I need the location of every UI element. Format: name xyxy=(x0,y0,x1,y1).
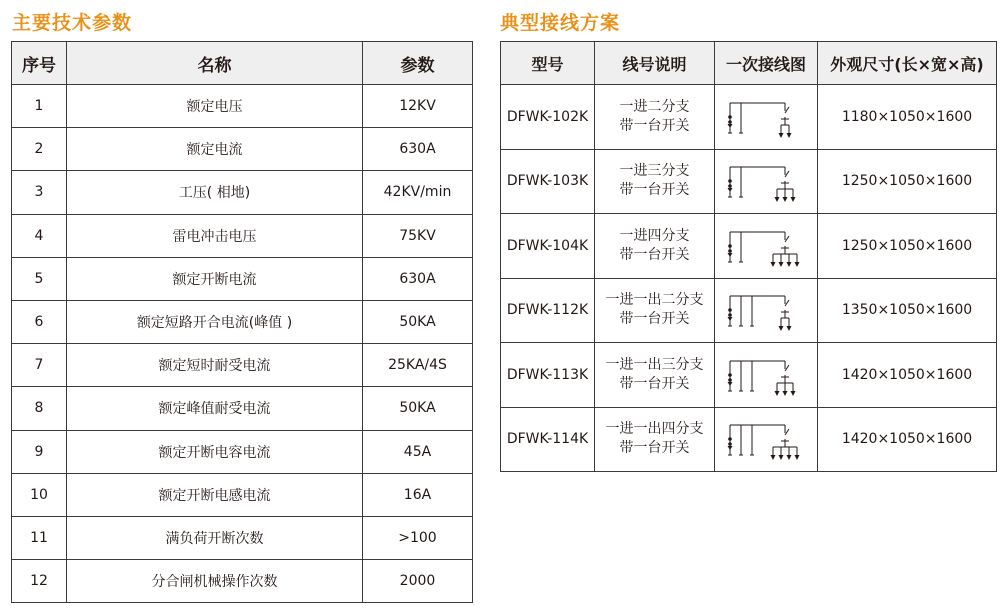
spec-row-number: 9 xyxy=(12,430,67,473)
scheme-description-line1: 一进四分支 xyxy=(619,227,690,244)
spec-row-value: 630A xyxy=(363,257,473,300)
table-row xyxy=(12,344,473,387)
spec-row-number: 5 xyxy=(12,257,67,300)
col-header-name: 名称 xyxy=(67,42,363,85)
scheme-description xyxy=(595,343,715,408)
col-header-no: 序号 xyxy=(12,42,67,85)
wiring-diagram-icon xyxy=(721,349,811,401)
spec-row-number: 3 xyxy=(12,171,67,214)
spec-row-name: 额定开断电流 xyxy=(67,257,363,300)
table-row xyxy=(501,214,997,279)
spec-row-value: 45A xyxy=(363,430,473,473)
spec-header-row xyxy=(12,42,473,85)
spec-row-name: 额定短路开合电流(峰值 ) xyxy=(67,300,363,343)
spec-row-number: 11 xyxy=(12,516,67,559)
spec-row-value: 42KV/min xyxy=(363,171,473,214)
spec-row-value: >100 xyxy=(363,516,473,559)
scheme-description-line2: 带一台开关 xyxy=(619,375,690,392)
spec-row-name: 额定短时耐受电流 xyxy=(67,344,363,387)
table-row xyxy=(501,407,997,472)
scheme-dimensions: 1250×1050×1600 xyxy=(818,149,997,214)
scheme-description-line2: 带一台开关 xyxy=(619,440,690,457)
table-row xyxy=(12,430,473,473)
spec-row-name: 额定峰值耐受电流 xyxy=(67,387,363,430)
table-row xyxy=(12,128,473,171)
scheme-description xyxy=(595,214,715,279)
table-row xyxy=(12,85,473,128)
scheme-model: DFWK-112K xyxy=(501,278,595,343)
spec-row-number: 7 xyxy=(12,344,67,387)
spec-row-number: 2 xyxy=(12,128,67,171)
wiring-diagram-cell xyxy=(715,85,818,150)
scheme-description-line2: 带一台开关 xyxy=(619,117,690,134)
wiring-diagram-icon xyxy=(721,284,811,336)
scheme-dimensions: 1420×1050×1600 xyxy=(818,407,997,472)
spec-row-value: 75KV xyxy=(363,214,473,257)
table-row xyxy=(12,257,473,300)
scheme-dimensions: 1350×1050×1600 xyxy=(818,278,997,343)
scheme-dimensions: 1250×1050×1600 xyxy=(818,214,997,279)
spec-row-number: 4 xyxy=(12,214,67,257)
wiring-diagram-cell xyxy=(715,214,818,279)
scheme-description-line1: 一进一出二分支 xyxy=(605,292,704,309)
wiring-diagram-icon xyxy=(721,220,811,272)
spec-row-value: 50KA xyxy=(363,300,473,343)
table-row xyxy=(501,343,997,408)
wiring-diagram-cell xyxy=(715,407,818,472)
scheme-model: DFWK-103K xyxy=(501,149,595,214)
wiring-diagram-icon xyxy=(721,91,811,143)
scheme-model: DFWK-113K xyxy=(501,343,595,408)
scheme-model: DFWK-102K xyxy=(501,85,595,150)
spec-row-name: 工压( 相地) xyxy=(67,171,363,214)
col-header-diagram: 一次接线图 xyxy=(715,42,818,85)
spec-row-name: 额定开断电容电流 xyxy=(67,430,363,473)
scheme-description-line2: 带一台开关 xyxy=(619,182,690,199)
table-row xyxy=(501,149,997,214)
spec-row-name: 额定电流 xyxy=(67,128,363,171)
scheme-dimensions: 1420×1050×1600 xyxy=(818,343,997,408)
spec-row-number: 6 xyxy=(12,300,67,343)
scheme-section-title: 典型接线方案 xyxy=(500,12,621,34)
scheme-description-line2: 带一台开关 xyxy=(619,311,690,328)
spec-row-number: 8 xyxy=(12,387,67,430)
wiring-diagram-cell xyxy=(715,278,818,343)
scheme-model: DFWK-104K xyxy=(501,214,595,279)
spec-row-value: 25KA/4S xyxy=(363,344,473,387)
wiring-diagram-cell xyxy=(715,149,818,214)
scheme-description xyxy=(595,149,715,214)
scheme-description-line2: 带一台开关 xyxy=(619,246,690,263)
scheme-table xyxy=(500,41,997,472)
scheme-dimensions: 1180×1050×1600 xyxy=(818,85,997,150)
scheme-description-line1: 一进三分支 xyxy=(619,163,690,180)
table-row xyxy=(12,171,473,214)
spec-row-number: 12 xyxy=(12,560,67,603)
spec-row-name: 额定开断电感电流 xyxy=(67,473,363,516)
spec-table xyxy=(11,41,473,603)
col-header-dimensions: 外观尺寸(长×宽×高) xyxy=(818,42,997,85)
scheme-description-line1: 一进一出三分支 xyxy=(605,356,704,373)
table-row xyxy=(12,387,473,430)
scheme-description xyxy=(595,278,715,343)
spec-row-number: 10 xyxy=(12,473,67,516)
scheme-description xyxy=(595,85,715,150)
wiring-diagram-icon xyxy=(721,413,811,465)
table-row xyxy=(501,278,997,343)
scheme-model: DFWK-114K xyxy=(501,407,595,472)
col-header-model: 型号 xyxy=(501,42,595,85)
scheme-description-line1: 一进二分支 xyxy=(619,98,690,115)
table-row xyxy=(501,85,997,150)
spec-row-value: 16A xyxy=(363,473,473,516)
spec-row-name: 满负荷开断次数 xyxy=(67,516,363,559)
spec-row-value: 2000 xyxy=(363,560,473,603)
spec-row-number: 1 xyxy=(12,85,67,128)
spec-row-value: 630A xyxy=(363,128,473,171)
wiring-diagram-cell xyxy=(715,343,818,408)
table-row xyxy=(12,300,473,343)
table-row xyxy=(12,516,473,559)
table-row xyxy=(12,473,473,516)
scheme-header-row xyxy=(501,42,997,85)
table-row xyxy=(12,214,473,257)
spec-section-title: 主要技术参数 xyxy=(12,12,133,34)
table-row xyxy=(12,560,473,603)
spec-row-name: 雷电冲击电压 xyxy=(67,214,363,257)
col-header-value: 参数 xyxy=(363,42,473,85)
scheme-description-line1: 一进一出四分支 xyxy=(605,421,704,438)
wiring-diagram-icon xyxy=(721,155,811,207)
spec-row-name: 分合闸机械操作次数 xyxy=(67,560,363,603)
spec-row-value: 12KV xyxy=(363,85,473,128)
col-header-description: 线号说明 xyxy=(595,42,715,85)
scheme-description xyxy=(595,407,715,472)
spec-row-value: 50KA xyxy=(363,387,473,430)
spec-row-name: 额定电压 xyxy=(67,85,363,128)
